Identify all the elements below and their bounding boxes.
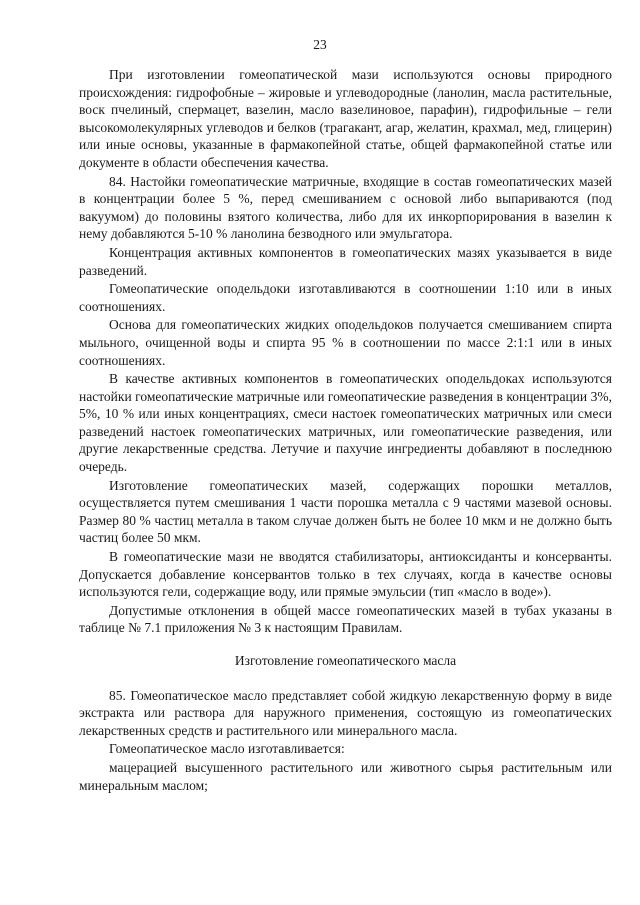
paragraph-liquid-opodeldoc-base: Основа для гомеопатических жидких оподельдоков получается смешиванием спирта мыльного, очищенной воды и спирта 95 % в соотношении по массе 2:1:1 или в иных соотношениях. (79, 317, 612, 368)
paragraph-mass-deviations: Допустимые отклонения в общей массе гомеопатических мазей в тубах указаны в таблице № 7.1 приложения № 3 к настоящим Правилам. (79, 602, 612, 636)
paragraph-oil-preparation-intro: Гомеопатическое масло изготавливается: (109, 741, 345, 757)
paragraph-85-homeopathic-oil: 85. Гомеопатическое масло представляет собой жидкую лекарственную форму в виде экстракта или раствора для наружного применения, состоящую из гомеопатических лекарственных средств и растительного или минерального масла. (79, 687, 612, 738)
paragraph-stabilizers: В гомеопатические мази не вводятся стабилизаторы, антиоксиданты и консерванты. Допускается добавление консервантов только в тех случаях, когда в качестве основы используются гели, содержащие воду, или прямые эмульсии (тип «масло в воде»). (79, 549, 612, 600)
page-number: 23 (313, 37, 327, 52)
paragraph-active-concentration: Концентрация активных компонентов в гомеопатических мазях указывается в виде разведений. (79, 244, 612, 278)
paragraph-opodeldoc-active-components: В качестве активных компонентов в гомеопатических оподельдоках используются настойки гомеопатические матричные или гомеопатические разведения в концентрации 3%, 5%, 10 % или иных концентрациях, смеси настоек гомеопатических матричных или смеси разведений настоек гомеопатических матричных, или гомеопатические разведения, или другие лекарственные средства. Летучие и пахучие ингредиенты добавляют в последнюю очередь. (79, 371, 612, 475)
paragraph-opodeldoc-ratio: Гомеопатические оподельдоки изготавливаются в соотношении 1:10 или в иных соотношениях. (79, 281, 612, 314)
paragraph-maceration: мацерацией высушенного растительного или животного сырья растительным или минеральным маслом; (79, 759, 612, 793)
paragraph-84-tinctures: 84. Настойки гомеопатические матричные, входящие в состав гомеопатических мазей в концентрации более 5 %, перед смешиванием с основой либо выпариваются (под вакуумом) до половины взятого количества, либо для их инкорпорирования в вазелин к нему добавляются 5-10 % ланолина безводного или эмульгатора. (79, 173, 612, 242)
paragraph-metal-powders: Изготовление гомеопатических мазей, содержащих порошки металлов, осуществляется путем смешивания 1 части порошка металла с 9 частями мазевой основы. Размер 80 % частиц металла в таком случае должен быть не более 10 мкм и не должно быть частиц более 50 мкм. (79, 477, 612, 546)
section-title: Изготовление гомеопатического масла (234, 653, 457, 668)
paragraph-ointment-bases: При изготовлении гомеопатической мази используются основы природного происхождения: гидрофобные – жировые и углеводородные (ланолин, масла растительные, воск пчелиный, спермацет, вазелин, масло вазелиновое, парафин), гидрофильные – гели высокомолекулярных углеводов и белков (трагакант, агар, желатин, крахмал, мед, глицерин) или иные основы, указанные в фармакопейной статье, общей фармакопейной статье или документе в области обеспечения качества. (79, 67, 612, 170)
document-body (79, 66, 612, 794)
